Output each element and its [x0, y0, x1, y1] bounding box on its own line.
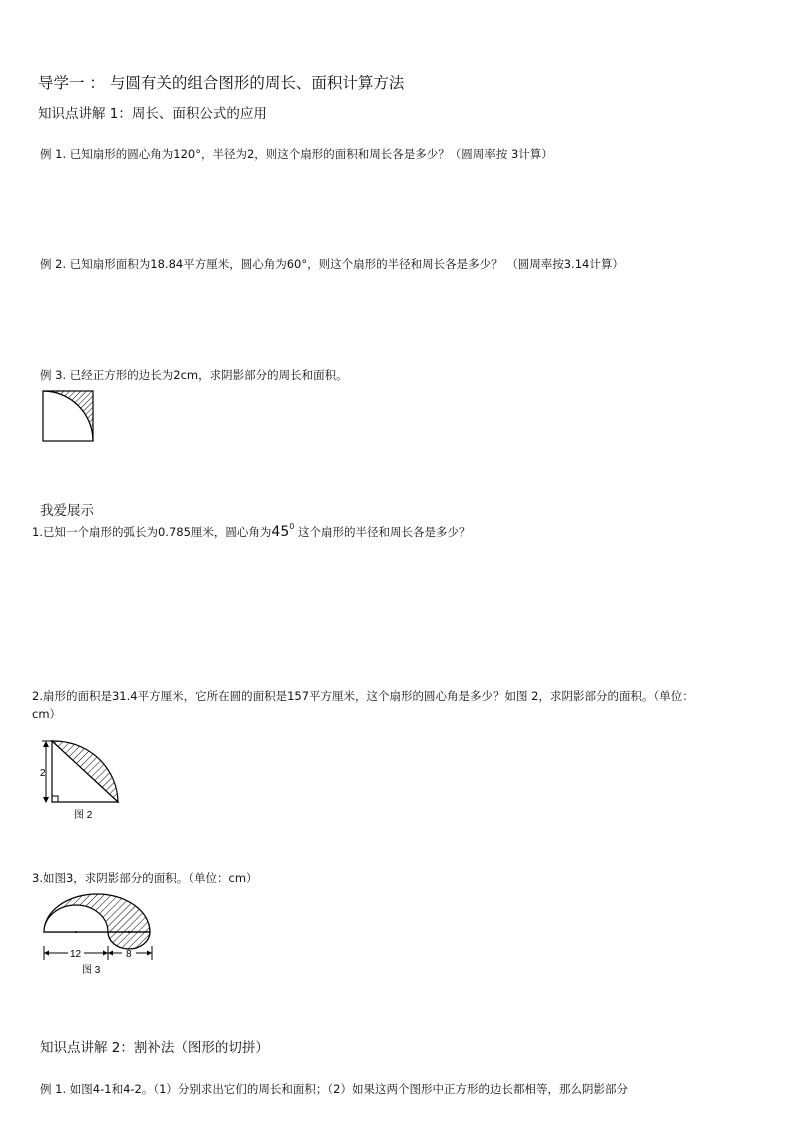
- question-1-prefix: 1.已知一个扇形的弧长为0.785厘米，圆心角为: [32, 525, 272, 539]
- example-3-text: 例 3. 已经正方形的边长为2cm，求阴影部分的周长和面积。: [40, 368, 348, 382]
- shaded-corner: [43, 391, 93, 441]
- figure-2: [38, 738, 128, 824]
- example-3-figure: [42, 390, 96, 442]
- showcase-heading: 我爱展示: [40, 503, 94, 519]
- figure-3: [38, 890, 162, 980]
- knowledge-point-1-heading: 知识点讲解 1：周长、面积公式的应用: [38, 106, 267, 122]
- question-2-line-2: cm）: [32, 707, 62, 721]
- figure-2-caption: 图 2: [74, 810, 93, 821]
- figure-3-caption: 图 3: [82, 965, 101, 976]
- question-1: [32, 522, 470, 540]
- figure-2-side-label: 2: [40, 768, 46, 779]
- example-4-text: 例 1. 如图4-1和4-2。（1）分别求出它们的周长和面积；（2）如果这两个图形中正方形的边长都相等，那么阴影部分: [40, 1082, 628, 1096]
- section-title: 导学一 ： 与圆有关的组合图形的周长、面积计算方法: [38, 74, 405, 92]
- arrow-bottom: [43, 797, 49, 803]
- figure-3-label-8: 8: [126, 949, 132, 960]
- question-3: 3.如图3，求阴影部分的面积。（单位：cm）: [32, 871, 258, 885]
- example-2-text: 例 2. 已知扇形面积为18.84平方厘米，圆心角为60°，则这个扇形的半径和周长各是多少？ （圆周率按3.14计算）: [40, 257, 624, 271]
- figure-3-small-semicircle: [108, 932, 150, 949]
- question-1-degree: 0: [289, 522, 295, 531]
- example-1-text: 例 1. 已知扇形的圆心角为120°，半径为2，则这个扇形的面积和周长各是多少？（圆周率按 3计算）: [40, 147, 553, 161]
- figure-3-label-12: 12: [70, 949, 82, 960]
- question-1-suffix: 这个扇形的半径和周长各是多少？: [294, 525, 471, 539]
- arrow-top: [43, 741, 49, 747]
- knowledge-point-2-heading: 知识点讲解 2：割补法（图形的切拼）: [40, 1040, 269, 1056]
- question-2-line-1: 2.扇形的面积是31.4平方厘米，它所在圆的面积是157平方厘米，这个扇形的圆心角是多少？如图 2，求阴影部分的面积。（单位：: [32, 689, 694, 703]
- question-1-angle: 45: [271, 524, 290, 540]
